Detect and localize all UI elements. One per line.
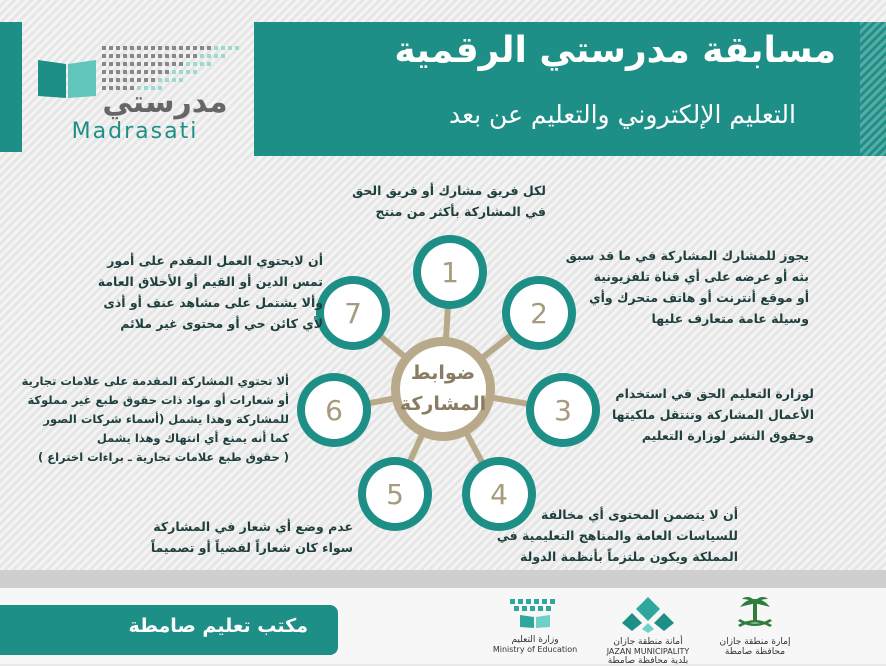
rule-number-4: 4: [490, 478, 508, 511]
page-title: مسابقة مدرستي الرقمية: [394, 30, 836, 71]
rule-number-3: 3: [554, 394, 572, 427]
office-label: مكتب تعليم صامطة: [128, 615, 308, 637]
rule-text-6: ألا تحتوي المشاركة المقدمة على علامات تجارية أو شعارات أو مواد ذات حقوق طبع غير مملوكة للمشاركة وهذا يشمل (أسماء شركات الصور كما أنه يمنع أي انتهاك وهذا يشمل ( حقوق طبع علامات تجارية ـ براءات اختراع ): [21, 374, 289, 464]
footer-divider: [0, 570, 886, 588]
jazan-emirate-logo: إمارة منطقة جازان محافظة صامطة: [712, 595, 798, 657]
rule-number-5: 5: [386, 478, 404, 511]
page-subtitle: التعليم الإلكتروني والتعليم عن بعد: [448, 100, 796, 129]
rule-node-1: [413, 235, 487, 309]
hub-line2: المشاركة: [399, 393, 487, 415]
hub-line1: ضوابط: [410, 362, 476, 384]
rule-node-6: [297, 373, 371, 447]
office-bar: [0, 605, 338, 655]
rule-node-3: [526, 373, 600, 447]
center-hub: [391, 337, 495, 441]
jazan-emblem-icon: [598, 595, 698, 633]
rule-text-3: لوزارة التعليم الحق في استخدام الأعمال المشاركة وتنتقل ملكيتها وحقوق النشر لوزارة التعليم: [611, 386, 814, 443]
moe-emblem-icon: [490, 595, 580, 631]
rule-number-7: 7: [344, 297, 362, 330]
rule-text-5: عدم وضع أي شعار في المشاركة سواء كان شعاراً لفضياً أو تصميماً: [150, 519, 353, 555]
palm-swords-emblem-icon: [712, 595, 798, 633]
rule-node-7: [316, 276, 390, 350]
rule-text-1: لكل فريق مشارك أو فريق الحق في المشاركة بأكثر من منتج: [352, 183, 546, 219]
rule-number-2: 2: [530, 297, 548, 330]
logo-latin: Madrasati: [71, 119, 199, 144]
rule-number-6: 6: [325, 394, 343, 427]
logo-arabic: مدرستي: [102, 85, 228, 120]
jazan-municipality-logo: أمانة منطقة جازان JAZAN MUNICIPALITY بلدية محافظة صامطة: [598, 595, 698, 666]
rule-text-7: أن لايحتوي العمل المقدم على أمور تمس الدين أو القيم أو الأخلاق العامة وألا يشتمل على مشاهد عنف أو أذى لأي كائن حي أو محتوى غير ملائم: [97, 253, 323, 331]
rule-text-2: يجوز للمشارك المشاركة في ما قد سبق بثه أو عرضه على أي قناة تلفزيونية أو موقع أنترنت أو هاتف متحرك وأي وسيلة عامة متعارف عليها: [565, 248, 809, 326]
rule-number-1: 1: [441, 256, 459, 289]
rule-text-4: أن لا يتضمن المحتوى أي مخالفة للسياسات العامة والمناهج التعليمية في المملكة ويكون ملتزماً بأنظمة الدولة: [496, 507, 738, 564]
rule-node-5: [358, 457, 432, 531]
moe-logo: وزارة التعليم Ministry of Education: [490, 595, 580, 654]
